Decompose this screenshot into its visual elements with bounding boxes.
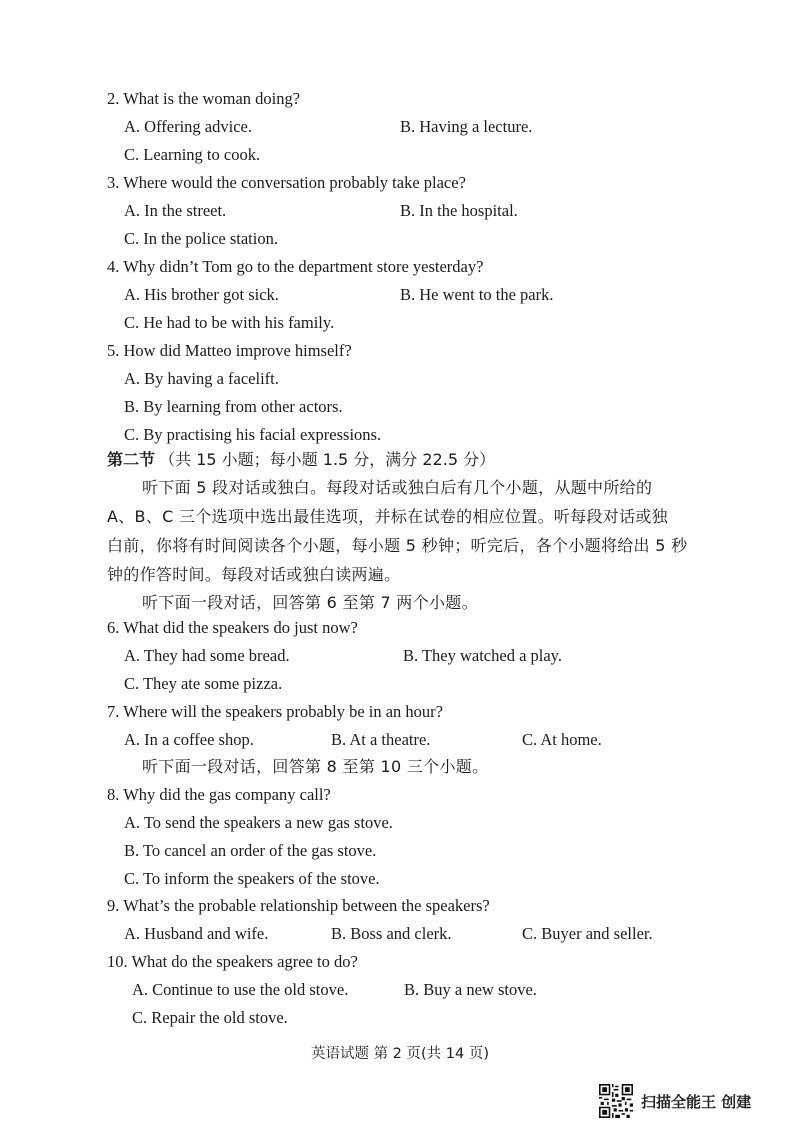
question-6-option-a: A. They had some bread. [124, 646, 290, 665]
question-9-stem: 9. What’s the probable relationship between the speakers? [107, 896, 490, 915]
question-2-stem: 2. What is the woman doing? [107, 89, 301, 108]
section-2-instruction-line-1: 听下面 5 段对话或独白。每段对话或独白后有几个小题，从题中所给的 [142, 478, 653, 497]
question-10-stem: 10. What do the speakers agree to do? [107, 952, 358, 971]
section-2-scoring-note: （共 15 小题；每小题 1.5 分，满分 22.5 分） [159, 450, 496, 469]
question-5-option-c: C. By practising his facial expressions. [124, 425, 382, 444]
question-6-stem: 6. What did the speakers do just now? [107, 618, 358, 637]
section-2-header [107, 450, 495, 470]
section-2-instruction-line-2: A、B、C 三个选项中选出最佳选项，并标在试卷的相应位置。听每段对话或独 [107, 507, 668, 526]
section-2-prompt-q6-q7: 听下面一段对话，回答第 6 至第 7 两个小题。 [142, 593, 478, 612]
question-2-option-b: B. Having a lecture. [400, 117, 533, 136]
question-8-option-c: C. To inform the speakers of the stove. [124, 869, 380, 888]
question-2-option-c: C. Learning to cook. [124, 145, 261, 164]
question-10-option-c: C. Repair the old stove. [132, 1008, 288, 1027]
question-2-option-a: A. Offering advice. [124, 117, 252, 136]
question-9-option-a: A. Husband and wife. [124, 924, 269, 943]
question-6-option-c: C. They ate some pizza. [124, 674, 283, 693]
question-10-option-a: A. Continue to use the old stove. [132, 980, 349, 999]
qr-code-icon [599, 1084, 633, 1118]
question-9-option-c: C. Buyer and seller. [522, 924, 653, 943]
question-9-option-b: B. Boss and clerk. [331, 924, 452, 943]
question-4-option-c: C. He had to be with his family. [124, 313, 335, 332]
scanner-watermark-text: 扫描全能王 创建 [641, 1092, 752, 1111]
scanner-watermark [599, 1084, 751, 1118]
question-3-option-b: B. In the hospital. [400, 201, 518, 220]
question-4-option-a: A. His brother got sick. [124, 285, 279, 304]
question-4-stem: 4. Why didn’t Tom go to the department store yesterday? [107, 257, 484, 276]
question-7-option-a: A. In a coffee shop. [124, 730, 254, 749]
question-8-stem: 8. Why did the gas company call? [107, 785, 331, 804]
question-5-option-a: A. By having a facelift. [124, 369, 279, 388]
question-8-option-a: A. To send the speakers a new gas stove. [124, 813, 393, 832]
question-3-option-c: C. In the police station. [124, 229, 278, 248]
question-3-option-a: A. In the street. [124, 201, 227, 220]
question-7-option-c: C. At home. [522, 730, 602, 749]
question-4-option-b: B. He went to the park. [400, 285, 554, 304]
section-2-title: 第二节 [107, 450, 156, 469]
section-2-instruction-line-3: 白前，你将有时间阅读各个小题，每小题 5 秒钟；听完后，各个小题将给出 5 秒 [107, 536, 688, 555]
section-2-instruction-line-4: 钟的作答时间。每段对话或独白读两遍。 [107, 565, 401, 584]
page-footer: 英语试题 第 2 页(共 14 页) [310, 1046, 490, 1062]
question-6-option-b: B. They watched a play. [403, 646, 562, 665]
question-3-stem: 3. Where would the conversation probably take place? [107, 173, 466, 192]
question-8-option-b: B. To cancel an order of the gas stove. [124, 841, 377, 860]
section-2-prompt-q8-q10: 听下面一段对话，回答第 8 至第 10 三个小题。 [142, 757, 489, 776]
question-7-stem: 7. Where will the speakers probably be in an hour? [107, 702, 444, 721]
question-5-option-b: B. By learning from other actors. [124, 397, 343, 416]
question-7-option-b: B. At a theatre. [331, 730, 431, 749]
question-10-option-b: B. Buy a new stove. [404, 980, 537, 999]
question-5-stem: 5. How did Matteo improve himself? [107, 341, 352, 360]
